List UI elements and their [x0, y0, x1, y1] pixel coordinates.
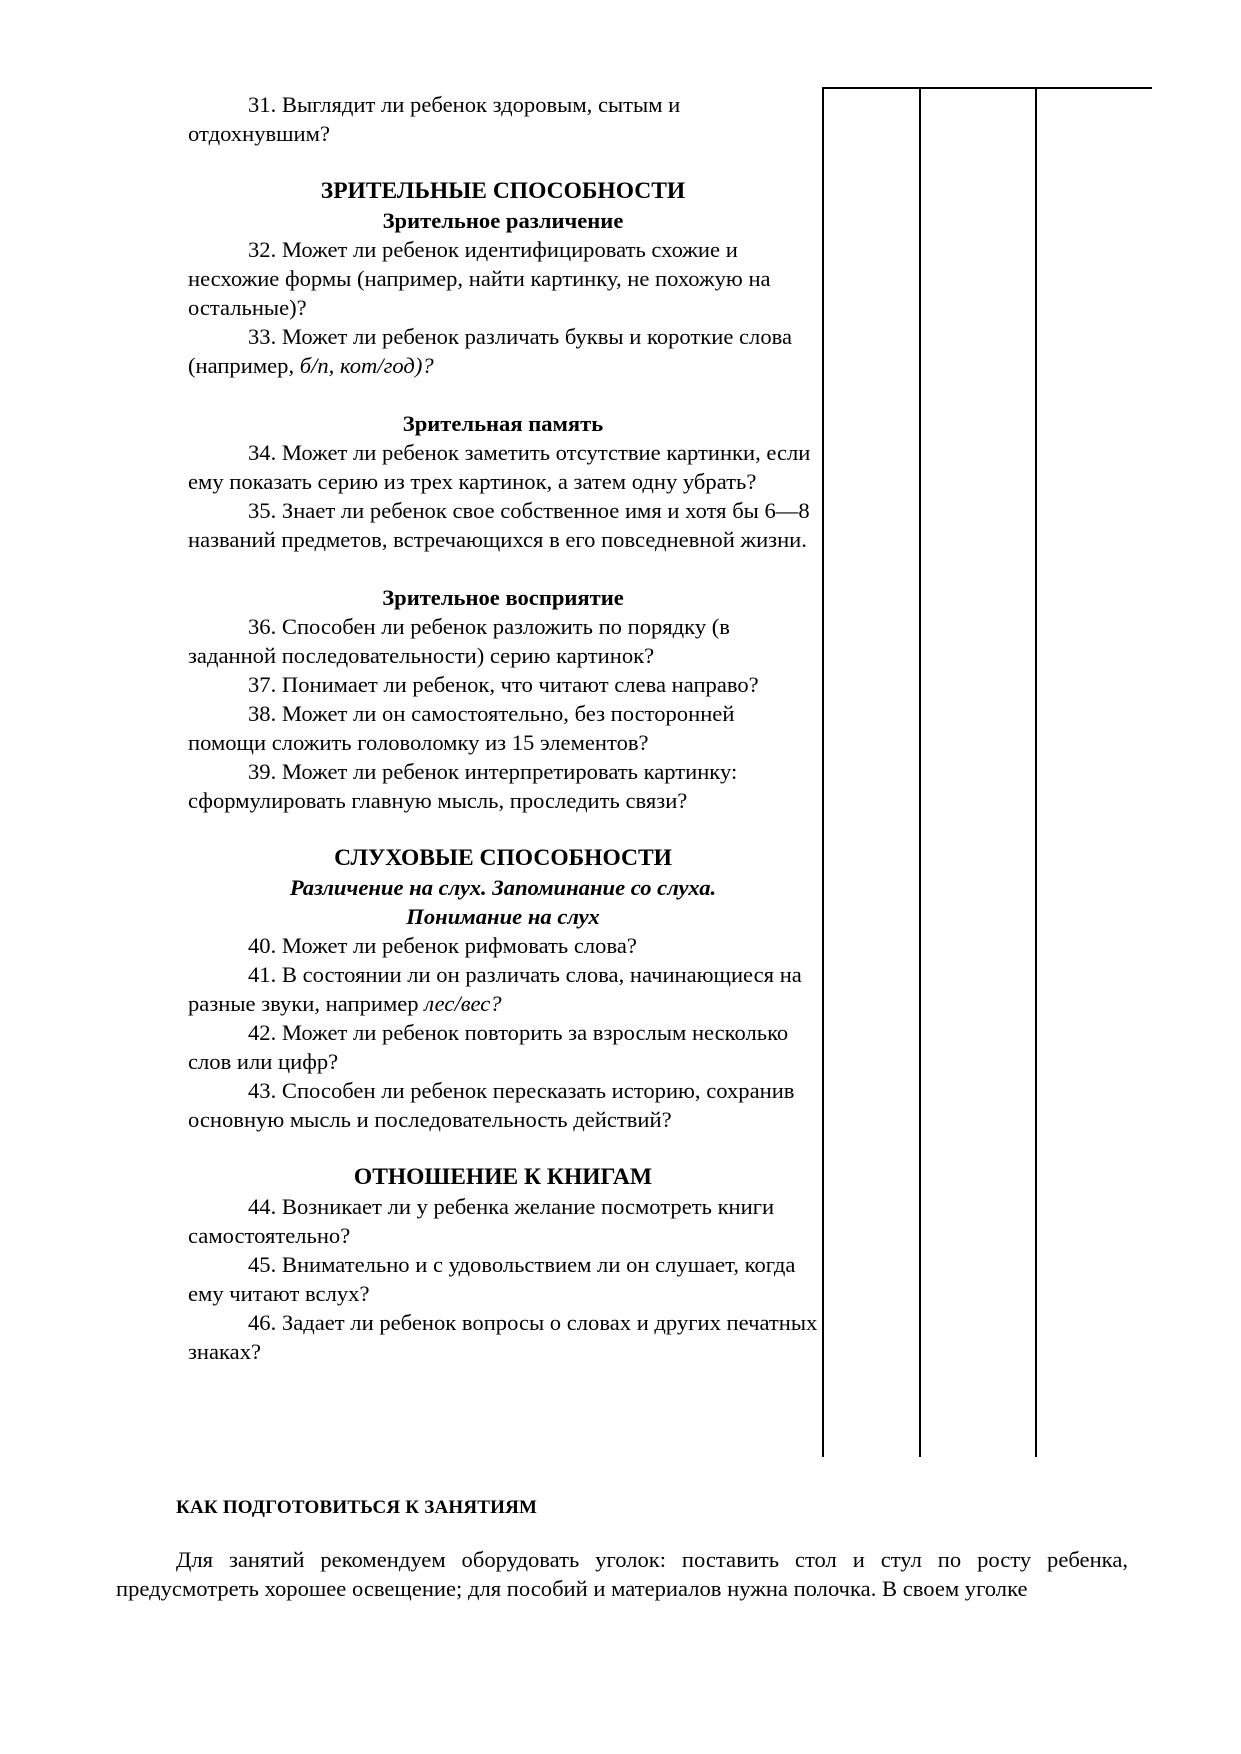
question-34: 34. Может ли ребенок заметить отсутствие картинки, если ему показать серию из трех картинок, а затем одну убрать? [188, 440, 811, 494]
question-35: 35. Знает ли ребенок свое собственное имя и хотя бы 6—8 названий предметов, встречающихся в его повседневной жизни. [188, 498, 810, 552]
subheading-visual-memory: Зрительная память [402, 411, 604, 436]
question-42: 42. Может ли ребенок повторить за взрослым несколько слов или цифр? [188, 1020, 789, 1074]
answer-grid-column-divider-3 [1035, 87, 1037, 1457]
question-44: 44. Возникает ли у ребенка желание посмотреть книги самостоятельно? [188, 1194, 775, 1248]
section-heading-visual: ЗРИТЕЛЬНЫЕ СПОСОБНОСТИ [320, 178, 686, 204]
question-41 [188, 960, 818, 1018]
question-41-example: лес/вес? [424, 991, 502, 1016]
answer-grid-column-divider-2 [919, 87, 921, 1457]
preparation-title: КАК ПОДГОТОВИТЬСЯ К ЗАНЯТИЯМ [176, 1497, 538, 1518]
subheading-visual-discrimination: Зрительное различение [382, 208, 624, 233]
section-heading-books: ОТНОШЕНИЕ К КНИГАМ [353, 1164, 653, 1190]
subheading-visual-perception: Зрительное восприятие [382, 585, 624, 610]
question-45: 45. Внимательно и с удовольствием ли он слушает, когда ему читают вслух? [188, 1252, 796, 1306]
answer-grid-top-line [822, 87, 1152, 89]
answer-grid [822, 87, 1152, 1457]
question-32: 32. Может ли ребенок идентифицировать схожие и несхожие формы (например, найти картинку, не похожую на остальные)? [188, 237, 771, 320]
questionnaire-column [188, 90, 818, 1366]
question-33-text: 33. Может ли ребенок различать буквы и короткие слова (например, [188, 324, 793, 378]
question-38: 38. Может ли он самостоятельно, без посторонней помощи сложить головоломку из 15 элементов? [188, 701, 735, 755]
answer-grid-column-divider-1 [822, 87, 824, 1457]
section-heading-auditory: СЛУХОВЫЕ СПОСОБНОСТИ [334, 845, 672, 871]
preparation-text: Для занятий рекомендуем оборудовать уголок: поставить стол и стул по росту ребенка, предусмотреть хорошее освещение; для пособий и материалов нужна полочка. В своем уголке [116, 1547, 1128, 1601]
question-37: 37. Понимает ли ребенок, что читают слева направо? [248, 672, 759, 697]
question-41-text: 41. В состоянии ли он различать слова, начинающиеся на разные звуки, например [188, 962, 802, 1016]
question-43: 43. Способен ли ребенок пересказать историю, сохранив основную мысль и последовательность действий? [188, 1078, 795, 1132]
question-46: 46. Задает ли ребенок вопросы о словах и других печатных знаках? [188, 1310, 818, 1364]
question-33-example: б/п, кот/год)? [299, 353, 434, 378]
question-33 [188, 322, 818, 380]
subheading-auditory-line1: Различение на слух. Запоминание со слуха. [289, 875, 717, 900]
question-36: 36. Способен ли ребенок разложить по порядку (в заданной последовательности) серию картинок? [188, 614, 730, 668]
question-40: 40. Может ли ребенок рифмовать слова? [248, 933, 637, 958]
question-31: 31. Выглядит ли ребенок здоровым, сытым и отдохнувшим? [188, 92, 681, 146]
subheading-auditory-line2: Понимание на слух [406, 904, 600, 929]
question-39: 39. Может ли ребенок интерпретировать картинку: сформулировать главную мысль, проследить связи? [188, 759, 738, 813]
